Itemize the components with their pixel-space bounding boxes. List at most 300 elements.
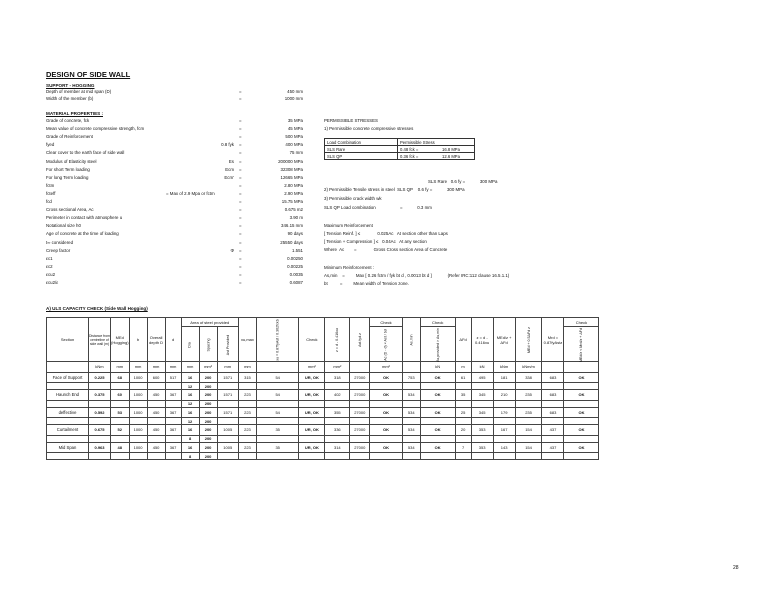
property-equals: = <box>239 142 242 148</box>
table-subcell <box>493 383 515 390</box>
table-cell-m1: 179 <box>493 407 515 418</box>
table-cell-dv: 35 <box>455 390 471 401</box>
table-cell-chk3: OK <box>420 390 455 401</box>
property-note: = Max of 2.9 Mpa or fctm <box>166 190 215 196</box>
table-subcell <box>217 453 238 460</box>
table-subcell: 12 <box>181 383 199 390</box>
table-subcell <box>350 400 370 407</box>
permissible-cell: 0.36 fck = <box>398 153 441 160</box>
property-label: For short Term loading <box>46 166 90 172</box>
property-value: 90 days <box>287 231 303 237</box>
unit-cell: mm <box>181 362 199 373</box>
table-cell-a2: 27000 <box>350 407 370 418</box>
property-symbol: 0.8 fyk <box>221 142 234 148</box>
property-row <box>46 167 311 174</box>
table-subcell <box>129 383 147 390</box>
table-subcell <box>147 383 165 390</box>
property-value: 3.90 m <box>289 215 303 221</box>
property-value: 2.90 MPa <box>284 190 303 196</box>
header-spacing-text: Spacing <box>206 338 211 351</box>
unit-cell: mm <box>238 362 256 373</box>
permissible-line1: 1) Permissible concrete compressive stresses <box>324 126 414 131</box>
table-cell-xu: 54 <box>256 372 298 383</box>
property-label: Notational size h0 <box>46 223 81 229</box>
table-cell-xmax: 223 <box>238 425 256 436</box>
property-value: 0.00225 <box>287 263 303 269</box>
table-subcell <box>147 453 165 460</box>
table-cell-m1: 210 <box>493 390 515 401</box>
unit-cell: m <box>455 362 471 373</box>
table-cell-ast: 1571 <box>217 372 238 383</box>
header-xmax: xu,max <box>238 318 256 362</box>
table-row <box>47 390 599 401</box>
property-row <box>46 150 311 157</box>
table-cell-xu: 35 <box>256 442 298 453</box>
header-lever-text: z = d - 0.416xu <box>335 328 340 352</box>
table-subcell <box>455 453 471 460</box>
property-value: 25550 days <box>280 239 303 245</box>
table-subcell <box>420 418 455 425</box>
table-subcell <box>542 418 564 425</box>
table-cell-ast: 1005 <box>217 442 238 453</box>
table-subcell <box>238 453 256 460</box>
header-group-check3: Check <box>564 318 599 327</box>
table-cell-chk3: OK <box>420 372 455 383</box>
permissible-cell: SLS QP <box>325 153 398 160</box>
property-equals: = <box>239 207 242 213</box>
table-subcell <box>111 418 130 425</box>
table-cell-dv: 20 <box>455 425 471 436</box>
table-cell-chk4: OK <box>564 390 599 401</box>
property-value: 32308 MPa <box>280 166 303 172</box>
table-cell-a1: 336 <box>325 425 350 436</box>
table-cell-sp1: 200 <box>199 390 217 401</box>
table-subcell <box>564 400 599 407</box>
table-cell-b: 1000 <box>129 390 147 401</box>
table-cell-chk4: OK <box>564 372 599 383</box>
header-lever <box>325 318 350 362</box>
table-cell-m3: 683 <box>542 372 564 383</box>
property-label: Creep factor <box>46 247 71 253</box>
table-cell-chk2: OK <box>370 425 402 436</box>
table-cell-z: 495 <box>471 372 493 383</box>
header-asp-text: As,provided > As,min <box>435 327 440 362</box>
table-cell-chk1: UR, OK <box>299 372 325 383</box>
property-label: Age of concrete at the time of loading <box>46 231 119 237</box>
min-reinf-heading: Minimum Reinforcement : <box>324 265 375 270</box>
table-subcell <box>493 418 515 425</box>
property-equals: = <box>239 182 242 188</box>
property-row <box>46 264 311 271</box>
table-cell-section: Haunch End <box>47 390 89 401</box>
table-subrow <box>47 400 599 407</box>
property-label: Mean value of concrete compressive strength, fcm <box>46 126 145 132</box>
property-row <box>46 118 311 125</box>
table-subcell <box>402 435 420 442</box>
table-cell-xmax: 223 <box>238 407 256 418</box>
unit-cell: mm <box>111 362 130 373</box>
table-cell-a2: 27000 <box>350 372 370 383</box>
table-cell-D: 450 <box>147 425 165 436</box>
table-cell-dia1: 16 <box>181 407 199 418</box>
table-cell-b: 1000 <box>129 442 147 453</box>
table-cell-m1: 167 <box>493 425 515 436</box>
table-cell-d: 367 <box>165 442 181 453</box>
table-cell-xu: 54 <box>256 390 298 401</box>
table-subcell <box>129 453 147 460</box>
property-equals: = <box>239 96 242 101</box>
tensile-line: 2) Permissible Tensile stress in steel SLS QP 0.6 fy = 300 MPa <box>324 187 465 192</box>
property-label: Width of the member (b) <box>46 96 94 101</box>
property-label: fctm <box>46 182 55 188</box>
table-subcell: 12 <box>181 418 199 425</box>
crack-line: 3) Permissible crack width wk <box>324 196 382 201</box>
table-subcell <box>471 383 493 390</box>
table-cell-a3: 534 <box>402 442 420 453</box>
property-equals: = <box>239 271 242 277</box>
unit-cell <box>256 362 298 373</box>
table-cell-a1: 355 <box>325 407 350 418</box>
table-subcell <box>564 435 599 442</box>
header-dia <box>181 327 199 362</box>
unit-cell: kNm/m <box>515 362 542 373</box>
unit-cell <box>542 362 564 373</box>
property-label: εcu2 <box>46 271 56 277</box>
table-subcell <box>564 383 599 390</box>
property-label: εc1 <box>46 255 53 261</box>
property-row <box>46 256 311 263</box>
table-subcell <box>111 383 130 390</box>
table-cell-a3: 534 <box>402 390 420 401</box>
table-subcell <box>129 418 147 425</box>
table-cell-ast: 1005 <box>217 425 238 436</box>
property-label: εcu2/ε <box>46 280 59 285</box>
header-section: Section <box>47 318 89 362</box>
header-med: MEd (Hogging) <box>111 318 130 362</box>
table-cell-m3: 437 <box>542 442 564 453</box>
table-cell-med: 52 <box>111 425 130 436</box>
table-subcell <box>238 383 256 390</box>
table-cell-a3: 753 <box>402 372 420 383</box>
table-cell-m2: 154 <box>515 442 542 453</box>
table-cell-dia1: 16 <box>181 442 199 453</box>
table-cell-m1: 143 <box>493 442 515 453</box>
property-label: fcd <box>46 199 52 204</box>
table-cell-b: 1000 <box>129 407 147 418</box>
unit-cell: mm² <box>199 362 217 373</box>
table-cell-xu: 35 <box>256 425 298 436</box>
table-subrow <box>47 453 599 460</box>
table-cell-a1: 318 <box>325 372 350 383</box>
table-cell-chk3: OK <box>420 407 455 418</box>
table-cell-z: 345 <box>471 407 493 418</box>
table-subcell <box>47 435 89 442</box>
header-mrd-check <box>564 327 599 362</box>
table-subcell <box>165 418 181 425</box>
property-label: Modulus of Elasticity steel <box>46 158 97 164</box>
permissible-heading: PERMISSIBLE STRESSES <box>324 118 378 123</box>
page-title: DESIGN OF SIDE WALL <box>46 70 131 79</box>
header-mrd-check-text: MEd/z < Mrd/z + ΔFd <box>579 327 584 362</box>
header-group-check2: Check <box>420 318 455 327</box>
property-value: 500 MPa <box>285 134 303 140</box>
unit-cell: mm² <box>299 362 325 373</box>
support-heading: SUPPORT - HOGGING <box>46 83 95 88</box>
unit-cell: kNm <box>89 362 111 373</box>
header-mrd: MEd/z + ΔFd <box>493 318 515 362</box>
table-subrow <box>47 435 599 442</box>
table-cell-D: 450 <box>147 390 165 401</box>
property-row <box>46 231 311 238</box>
table-subcell <box>238 418 256 425</box>
table-cell-m2: 338 <box>515 372 542 383</box>
property-symbol: Ecm <box>225 166 234 172</box>
table-subcell <box>350 453 370 460</box>
header-as-min-text: As,min <box>409 334 414 346</box>
property-row <box>46 96 311 103</box>
uls-unit-row <box>47 362 599 373</box>
table-cell-a1: 314 <box>325 442 350 453</box>
table-cell-chk2: OK <box>370 442 402 453</box>
unit-cell: mm² <box>370 362 402 373</box>
table-subcell <box>256 383 298 390</box>
table-subcell <box>471 453 493 460</box>
table-subrow <box>47 383 599 390</box>
header-mu <box>350 318 370 362</box>
table-cell-m3: 437 <box>542 425 564 436</box>
property-equals: = <box>239 126 242 132</box>
sls-rare-line: SLS Rare 0.6 fy = 300 MPa <box>428 179 498 184</box>
table-subcell <box>493 435 515 442</box>
table-subcell <box>370 453 402 460</box>
table-subcell <box>111 435 130 442</box>
table-subcell <box>542 400 564 407</box>
table-subcell <box>564 453 599 460</box>
table-cell-dist: 0.375 <box>89 390 111 401</box>
table-subcell <box>542 383 564 390</box>
uls-header-row <box>47 318 599 327</box>
table-subcell <box>542 453 564 460</box>
table-cell-m2: 235 <box>515 390 542 401</box>
table-cell-dv: 25 <box>455 407 471 418</box>
table-subcell: 200 <box>199 453 217 460</box>
table-cell-dia1: 16 <box>181 372 199 383</box>
header-asp <box>420 327 455 362</box>
table-subcell <box>89 453 111 460</box>
property-equals: = <box>239 118 242 123</box>
table-row <box>47 425 599 436</box>
unit-cell <box>402 362 420 373</box>
table-subcell <box>47 400 89 407</box>
table-subcell <box>515 400 542 407</box>
header-spacing <box>199 327 217 362</box>
table-subcell <box>299 453 325 460</box>
uls-heading: A) ULS CAPACITY CHECK (Side Wall Hogging) <box>46 306 148 311</box>
property-row <box>46 183 311 190</box>
table-cell-sp1: 200 <box>199 442 217 453</box>
table-subcell <box>89 383 111 390</box>
table-cell-med: 48 <box>111 442 130 453</box>
table-subcell <box>370 400 402 407</box>
header-ac <box>370 327 402 362</box>
table-subcell: 200 <box>199 435 217 442</box>
table-cell-section: Face of Support <box>47 372 89 383</box>
table-subcell <box>515 383 542 390</box>
table-subcell <box>47 383 89 390</box>
table-cell-med: 53 <box>111 407 130 418</box>
table-cell-D: 450 <box>147 442 165 453</box>
property-value: 1.551 <box>292 247 303 253</box>
header-as-min <box>402 318 420 362</box>
table-cell-chk1: UR, OK <box>299 390 325 401</box>
property-row <box>46 199 311 206</box>
property-equals: = <box>239 158 242 164</box>
property-row <box>46 248 311 255</box>
table-subcell <box>420 435 455 442</box>
header-group-check1: Check <box>370 318 402 327</box>
table-subcell: 8 <box>181 453 199 460</box>
table-cell-d: 367 <box>165 425 181 436</box>
property-equals: = <box>239 150 242 156</box>
table-cell-m2: 235 <box>515 407 542 418</box>
unit-cell <box>564 362 599 373</box>
table-cell-dist: 0.225 <box>89 372 111 383</box>
table-subcell <box>47 453 89 460</box>
table-subcell <box>89 400 111 407</box>
table-subcell <box>471 400 493 407</box>
property-value: 0.6087 <box>289 280 303 285</box>
table-subcell <box>515 435 542 442</box>
permissible-cell: SLS Rare <box>325 146 398 153</box>
table-subcell: 12 <box>181 400 199 407</box>
page-number: 28 <box>733 565 739 571</box>
table-cell-chk1: UR, OK <box>299 407 325 418</box>
table-subcell <box>47 418 89 425</box>
property-row <box>46 280 311 287</box>
permissible-header-cell <box>440 139 475 146</box>
table-subcell <box>455 383 471 390</box>
table-cell-sp1: 200 <box>199 425 217 436</box>
table-cell-dist: 0.675 <box>89 425 111 436</box>
header-d: d <box>165 318 181 362</box>
table-cell-z: 345 <box>471 390 493 401</box>
property-symbol: Es <box>228 158 234 164</box>
property-row <box>46 175 311 182</box>
table-cell-ast: 1571 <box>217 407 238 418</box>
table-cell-a2: 27000 <box>350 425 370 436</box>
header-zc: z = d - 0.416xu <box>471 318 493 362</box>
property-value: 1000 mm <box>284 96 303 101</box>
table-cell-z: 353 <box>471 442 493 453</box>
unit-cell: mm <box>147 362 165 373</box>
table-subcell: 200 <box>199 400 217 407</box>
table-cell-m2: 154 <box>515 425 542 436</box>
table-cell-dist: 0.963 <box>89 442 111 453</box>
property-equals: = <box>239 190 242 196</box>
table-row <box>47 442 599 453</box>
property-equals: = <box>239 174 242 180</box>
table-cell-a3: 534 <box>402 425 420 436</box>
table-cell-xmax: 315 <box>238 372 256 383</box>
unit-cell: kN <box>471 362 493 373</box>
unit-cell: mm <box>129 362 147 373</box>
table-subcell <box>325 453 350 460</box>
table-cell-a2: 27000 <box>350 390 370 401</box>
table-cell-xu: 54 <box>256 407 298 418</box>
table-cell-chk4: OK <box>564 407 599 418</box>
table-subcell <box>564 418 599 425</box>
property-row <box>46 126 311 133</box>
permissible-cell: 12.6 MPa <box>440 153 475 160</box>
table-cell-dist: 0.592 <box>89 407 111 418</box>
table-subcell <box>493 453 515 460</box>
property-row <box>46 159 311 166</box>
property-value: 400 MPa <box>285 142 303 148</box>
table-subcell <box>256 453 298 460</box>
table-subcell <box>325 383 350 390</box>
property-label: fyed <box>46 142 55 148</box>
table-row <box>47 407 599 418</box>
table-cell-sp1: 200 <box>199 372 217 383</box>
table-subcell <box>402 400 420 407</box>
table-subcell <box>256 418 298 425</box>
property-label: t∞ considered <box>46 239 74 245</box>
header-mu-text: Ast.fyd.z <box>357 333 362 347</box>
table-subcell <box>515 418 542 425</box>
header-xu <box>256 318 298 362</box>
table-subcell <box>147 400 165 407</box>
table-row <box>47 372 599 383</box>
property-row <box>46 191 311 198</box>
table-subcell <box>147 435 165 442</box>
table-subcell <box>542 435 564 442</box>
property-value: 0.0035 <box>289 271 303 277</box>
table-cell-chk2: OK <box>370 390 402 401</box>
property-value: 2.80 MPa <box>284 182 303 188</box>
property-label: Grade of Reinforcement <box>46 134 93 140</box>
table-cell-chk2: OK <box>370 407 402 418</box>
table-subcell <box>129 400 147 407</box>
header-med-z <box>515 318 542 362</box>
table-cell-dia1: 16 <box>181 390 199 401</box>
table-subcell <box>89 435 111 442</box>
table-subcell <box>89 418 111 425</box>
property-equals: = <box>239 215 242 221</box>
table-subcell <box>165 435 181 442</box>
property-symbol: Ecm' <box>224 174 234 180</box>
table-cell-dv: 61 <box>455 372 471 383</box>
header-dia-text: Dia <box>188 341 193 348</box>
table-subcell <box>455 418 471 425</box>
table-subcell <box>299 383 325 390</box>
property-value: 200000 MPa <box>278 158 303 164</box>
tension-reinf-line: [ Tension Reinf. ] ≤ 0.025Ac At section other than Laps <box>324 231 448 236</box>
header-ac-text: Ac (D - d) × Ast / bd <box>384 328 388 361</box>
property-equals: = <box>239 247 242 253</box>
unit-cell: kN <box>420 362 455 373</box>
table-subcell <box>370 435 402 442</box>
table-cell-d: 517 <box>165 372 181 383</box>
property-symbol: Φ <box>230 247 234 253</box>
header-check: Check <box>299 318 325 362</box>
table-subcell <box>165 383 181 390</box>
table-subcell <box>111 453 130 460</box>
property-value: 45 MPa <box>287 126 303 132</box>
uls-table <box>46 317 599 460</box>
header-dv: ΔFd <box>455 318 471 362</box>
property-row <box>46 215 311 222</box>
table-cell-med: 60 <box>111 390 130 401</box>
